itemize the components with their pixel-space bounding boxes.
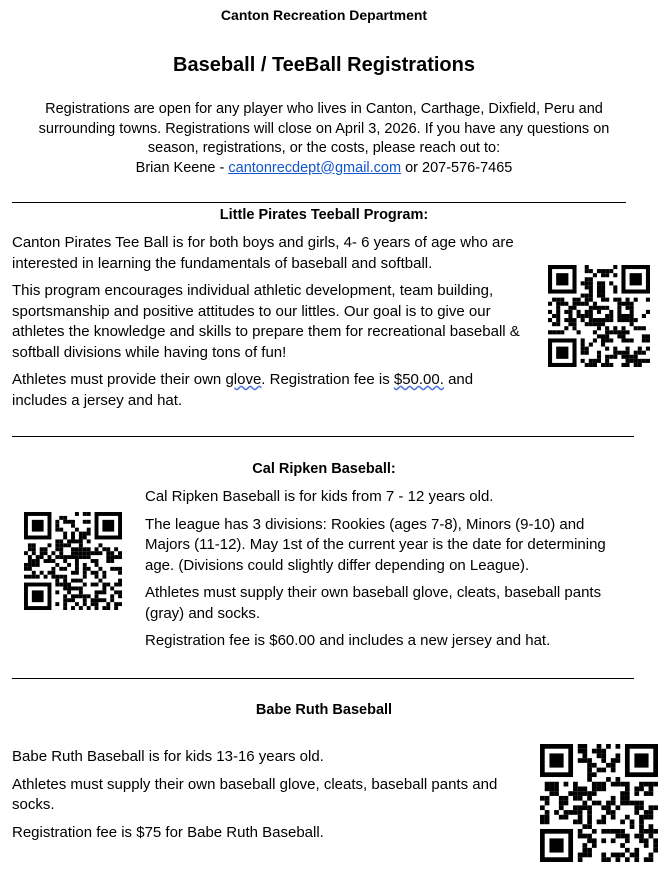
intro-paragraph bbox=[20, 100, 628, 178]
baberuth-p2: Athletes must supply their own baseball glove, cleats, baseball pants and socks. bbox=[12, 775, 498, 813]
qr-code-icon bbox=[548, 264, 650, 368]
divider-3 bbox=[12, 678, 634, 679]
baberuth-heading: Babe Ruth Baseball bbox=[255, 702, 393, 718]
department-name: Canton Recreation Department bbox=[220, 7, 428, 23]
teeball-fee: $50.00. bbox=[393, 371, 444, 388]
calripken-section bbox=[145, 487, 623, 659]
calripken-heading: Cal Ripken Baseball: bbox=[252, 461, 396, 477]
teeball-section bbox=[12, 233, 522, 418]
page-title: Baseball / TeeBall Registrations bbox=[173, 54, 475, 76]
contact-email-link[interactable]: cantonrecdept@gmail.com bbox=[228, 159, 402, 176]
teeball-p3 bbox=[12, 370, 522, 411]
divider-1 bbox=[12, 202, 626, 203]
contact-name: Brian Keene - bbox=[135, 159, 229, 176]
calripken-p4: Registration fee is $60.00 and includes a new jersey and hat. bbox=[145, 632, 551, 649]
qr-code-icon bbox=[24, 512, 122, 610]
qr-code-icon bbox=[540, 744, 658, 862]
baberuth-section bbox=[12, 747, 522, 850]
teeball-p3-c: and includes a jersey and hat. bbox=[12, 371, 474, 409]
teeball-glove: glove bbox=[225, 371, 262, 388]
teeball-heading: Little Pirates Teeball Program: bbox=[219, 207, 429, 223]
teeball-p3-a: Athletes must provide their own bbox=[12, 371, 226, 388]
intro-text: Registrations are open for any player who lives in Canton, Carthage, Dixfield, Peru and surrounding towns. Registrations will close on April 3, 2026. If you have any questions on season, registrations, or the costs, please reach out to: bbox=[38, 101, 610, 156]
teeball-p3-b: . Registration fee is bbox=[261, 371, 394, 388]
calripken-p2: The league has 3 divisions: Rookies (ages 7-8), Minors (9-10) and Majors (11-12). May 1st of the current year is the date for determining age. (Divisions could slightly differ depending on League). bbox=[145, 515, 606, 574]
baberuth-p3: Registration fee is $75 for Babe Ruth Baseball. bbox=[12, 823, 324, 841]
teeball-p2: This program encourages individual athletic development, team building, sportsmanship and positive attitudes to our littles. Our goal is to give our athletes the knowledge and skills to prepare them for recreational baseball & softball divisions while having tons of fun! bbox=[12, 282, 520, 361]
teeball-p1: Canton Pirates Tee Ball is for both boys and girls, 4- 6 years of age who are interested in learning the fundamentals of baseball and softball. bbox=[12, 234, 514, 272]
baberuth-p1: Babe Ruth Baseball is for kids 13-16 years old. bbox=[12, 748, 324, 765]
divider-2 bbox=[12, 436, 634, 437]
calripken-p3: Athletes must supply their own baseball glove, cleats, baseball pants (gray) and socks. bbox=[145, 584, 602, 622]
calripken-p1: Cal Ripken Baseball is for kids from 7 - 12 years old. bbox=[145, 488, 494, 505]
contact-phone: or 207-576-7465 bbox=[401, 159, 513, 176]
